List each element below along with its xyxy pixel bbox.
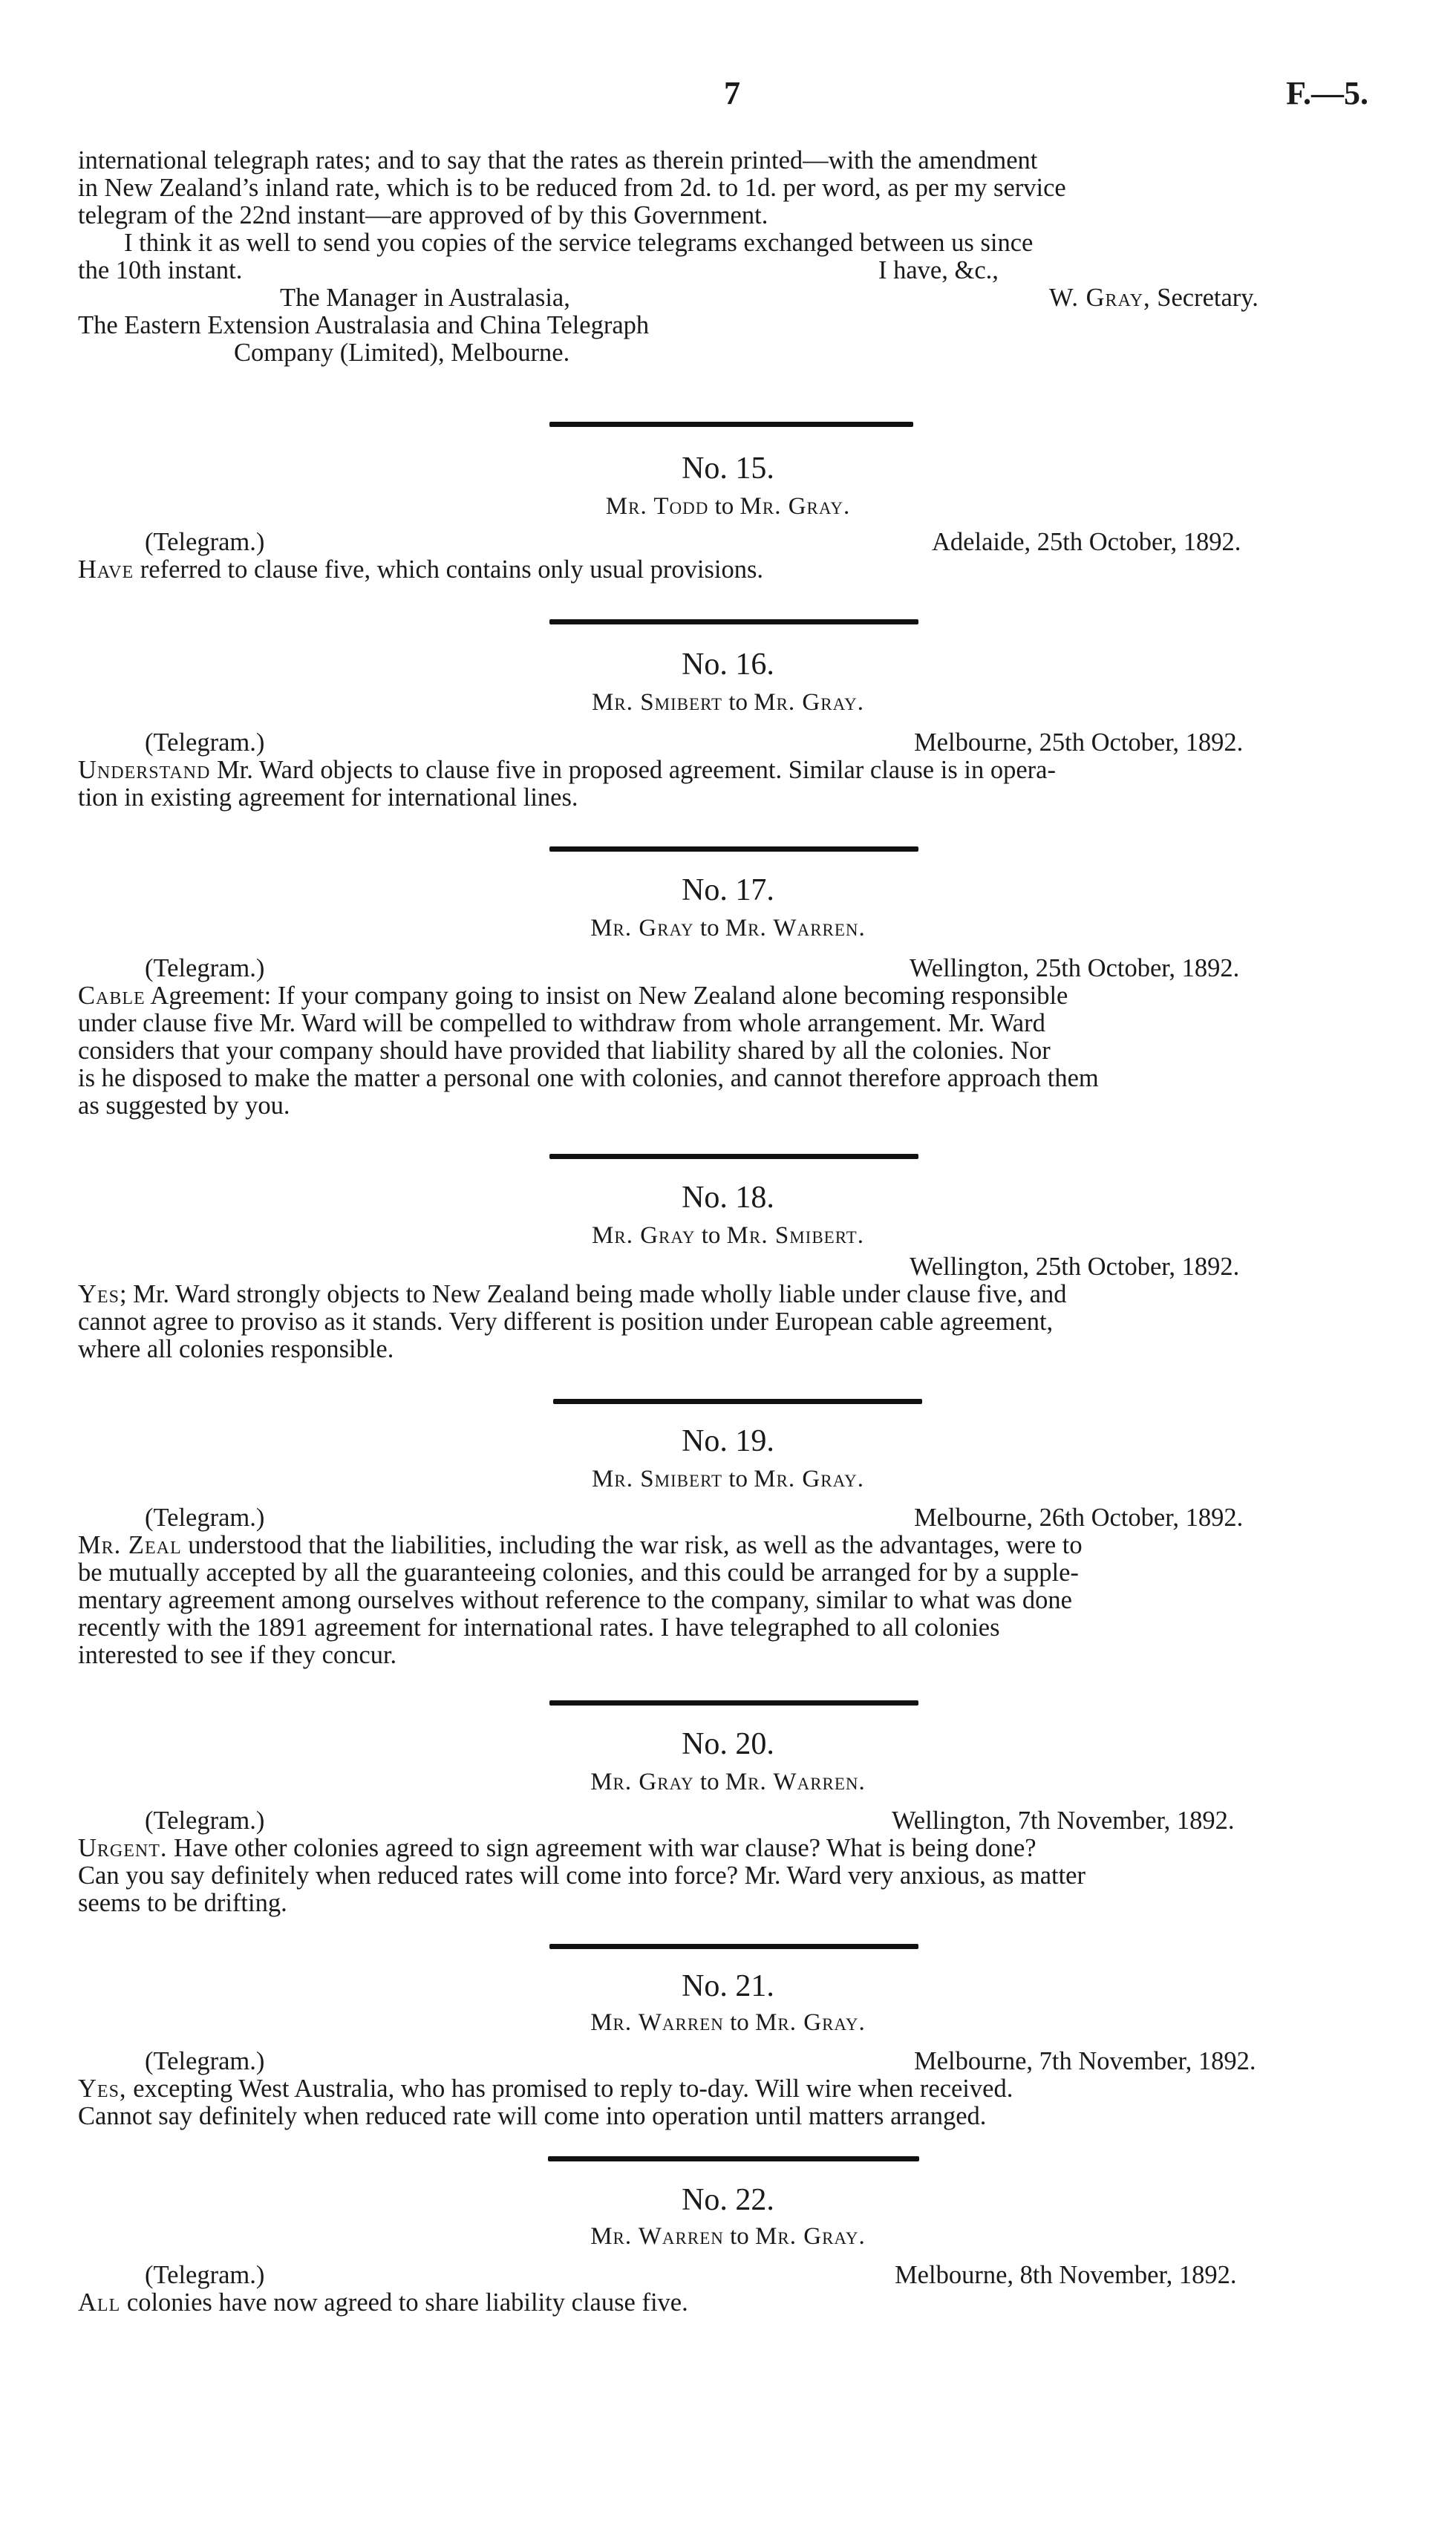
addressee-line: Company (Limited), Melbourne. [234, 339, 570, 367]
message-line: where all colonies responsible. [78, 1335, 394, 1363]
connector-word: to [730, 2009, 749, 2036]
recipient: Mr. Gray. [754, 1466, 864, 1492]
message-line: recently with the 1891 agreement for international rates. I have telegraphed to all colonies [78, 1613, 1000, 1642]
lead-word: Yes, [78, 2075, 127, 2103]
message-text: excepting West Australia, who has promised to reply to-day. Will wire when received. [133, 2075, 1013, 2103]
section-rule [549, 846, 918, 852]
message-number: No. 20. [682, 1727, 774, 1761]
message-line: is he disposed to make the matter a personal one with colonies, and cannot therefore approach them [78, 1064, 1099, 1092]
connector-word: to [714, 493, 734, 520]
message-type: (Telegram.) [145, 728, 265, 757]
message-type: (Telegram.) [145, 528, 265, 556]
sender: Mr. Smibert [592, 689, 723, 716]
message-line: cannot agree to proviso as it stands. Very different is position under European cable agreement, [78, 1308, 1054, 1336]
connector-word: to [699, 1769, 719, 1795]
message-type: (Telegram.) [145, 1807, 265, 1835]
message-text: Have other colonies agreed to sign agreement with war clause? What is being done? [174, 1834, 1036, 1862]
addressee-line: The Manager in Australasia, [280, 284, 570, 312]
message-parties [0, 1222, 1456, 1250]
message-number: No. 19. [682, 1424, 774, 1458]
message-line [78, 982, 1385, 1010]
message-body [78, 1253, 1385, 1363]
message-text: understood that the liabilities, including the war risk, as well as the advantages, were to [188, 1531, 1083, 1559]
message-line [78, 1281, 1385, 1308]
message-body [78, 2262, 1385, 2317]
message-line: be mutually accepted by all the guaranteeing colonies, and this could be arranged for by a supple- [78, 1559, 1079, 1587]
place-date: Adelaide, 25th October, 1892. [932, 528, 1241, 556]
message-parties [0, 493, 1456, 520]
message-number: No. 21. [682, 1969, 774, 2003]
recipient: Mr. Warren. [725, 915, 866, 941]
message-number: No. 15. [682, 451, 774, 486]
message-line: tion in existing agreement for international lines. [78, 783, 578, 812]
message-text: Mr. Ward objects to clause five in proposed agreement. Similar clause is in opera- [216, 756, 1056, 784]
sender: Mr. Gray [590, 1769, 694, 1795]
message-parties [0, 1466, 1456, 1493]
message-type: (Telegram.) [145, 2261, 265, 2289]
addressee-line: The Eastern Extension Australasia and China Telegraph [78, 311, 650, 339]
addressee-row [78, 312, 1385, 339]
page-header [0, 74, 1456, 119]
connector-word: to [728, 689, 748, 716]
place-date: Melbourne, 25th October, 1892. [914, 728, 1244, 757]
connector-word: to [701, 1222, 721, 1249]
lead-word: Mr. Zeal [78, 1531, 182, 1559]
intro-line: in New Zealand’s inland rate, which is to be reduced from 2d. to 1d. per word, as per my service [78, 174, 1066, 202]
message-number: No. 17. [682, 873, 774, 907]
message-type: (Telegram.) [145, 954, 265, 982]
signature-row [78, 284, 1385, 312]
sender: Mr. Smibert [592, 1466, 723, 1492]
signature-title: Secretary. [1157, 284, 1259, 312]
lead-word: Cable [78, 982, 146, 1010]
message-body [78, 955, 1385, 1120]
lead-word: Have [78, 555, 134, 584]
section-rule [553, 1399, 922, 1404]
sender: Mr. Warren [590, 2223, 724, 2250]
section-rule [549, 1154, 918, 1159]
message-parties [0, 2009, 1456, 2037]
message-text: colonies have now agreed to share liability clause five. [126, 2288, 688, 2317]
message-line: Cannot say definitely when reduced rate will come into operation until matters arranged. [78, 2102, 987, 2130]
message-line [78, 1532, 1385, 1559]
sender: Mr. Gray [592, 1222, 696, 1249]
connector-word: to [730, 2223, 749, 2250]
connector-word: to [699, 915, 719, 941]
recipient: Mr. Smibert. [726, 1222, 864, 1249]
section-rule [548, 2156, 919, 2161]
message-text: Agreement: If your company going to insist on New Zealand alone becoming responsible [150, 982, 1068, 1010]
message-parties [0, 915, 1456, 942]
addressee-row [78, 339, 1385, 367]
place-date: Wellington, 25th October, 1892. [910, 1253, 1240, 1281]
lead-word: All [78, 2288, 121, 2317]
message-line [78, 757, 1385, 784]
sender: Mr. Todd [605, 493, 709, 520]
intro-line: I think it as well to send you copies of the service telegrams exchanged between us since [124, 229, 1034, 257]
intro-line: the 10th instant. [78, 256, 243, 284]
intro-line: telegram of the 22nd instant—are approved of by this Government. [78, 201, 768, 229]
message-parties [0, 689, 1456, 717]
intro-closing-row [78, 257, 1385, 284]
intro-letter [78, 147, 1385, 367]
sender: Mr. Gray [590, 915, 694, 941]
message-line: as suggested by you. [78, 1091, 290, 1120]
message-body [78, 2048, 1385, 2130]
message-line: Can you say definitely when reduced rates will come into force? Mr. Ward very anxious, as matter [78, 1861, 1086, 1890]
message-line: considers that your company should have provided that liability shared by all the colonies. Nor [78, 1037, 1051, 1065]
page-number: 7 [724, 75, 740, 111]
message-parties [0, 1769, 1456, 1796]
section-rule [549, 619, 918, 624]
recipient: Mr. Gray. [755, 2009, 866, 2036]
message-line: mentary agreement among ourselves without reference to the company, similar to what was done [78, 1586, 1072, 1614]
message-body [78, 1504, 1385, 1669]
message-body [78, 1807, 1385, 1917]
message-number: No. 22. [682, 2183, 774, 2217]
signature [1049, 284, 1259, 312]
connector-word: to [728, 1466, 748, 1492]
place-date: Wellington, 25th October, 1892. [910, 954, 1240, 982]
message-line: interested to see if they concur. [78, 1641, 397, 1669]
document-code: F.—5. [1286, 75, 1368, 111]
message-line [78, 2289, 1385, 2317]
message-number: No. 18. [682, 1181, 774, 1215]
message-line [78, 556, 1385, 584]
place-date: Wellington, 7th November, 1892. [892, 1807, 1235, 1835]
message-text: referred to clause five, which contains only usual provisions. [140, 555, 764, 584]
place-date: Melbourne, 8th November, 1892. [895, 2261, 1237, 2289]
recipient: Mr. Warren. [725, 1769, 866, 1795]
signature-name: W. Gray, [1049, 284, 1151, 312]
section-rule [549, 422, 913, 427]
section-rule [549, 1700, 918, 1706]
message-text: ; Mr. Ward strongly objects to New Zealand being made wholly liable under clause five, and [119, 1280, 1067, 1308]
sender: Mr. Warren [590, 2009, 724, 2036]
message-line: seems to be drifting. [78, 1889, 287, 1917]
lead-word: Urgent. [78, 1834, 168, 1862]
message-number: No. 16. [682, 647, 774, 682]
closing-phrase: I have, &c., [878, 256, 999, 284]
message-line [78, 2075, 1385, 2103]
message-type: (Telegram.) [145, 1504, 265, 1532]
lead-word: Understand [78, 756, 211, 784]
message-body [78, 729, 1385, 812]
recipient: Mr. Gray. [740, 493, 851, 520]
message-body [78, 529, 1385, 584]
section-rule [549, 1944, 918, 1949]
recipient: Mr. Gray. [755, 2223, 866, 2250]
lead-word: Yes [78, 1280, 120, 1308]
message-line [78, 1835, 1385, 1862]
message-line: under clause five Mr. Ward will be compelled to withdraw from whole arrangement. Mr. Ward [78, 1009, 1045, 1037]
message-parties [0, 2223, 1456, 2251]
place-date: Melbourne, 26th October, 1892. [914, 1504, 1244, 1532]
intro-line: international telegraph rates; and to say that the rates as therein printed—with the amendment [78, 146, 1038, 174]
place-date: Melbourne, 7th November, 1892. [914, 2047, 1256, 2075]
message-type: (Telegram.) [145, 2047, 265, 2075]
recipient: Mr. Gray. [754, 689, 864, 716]
